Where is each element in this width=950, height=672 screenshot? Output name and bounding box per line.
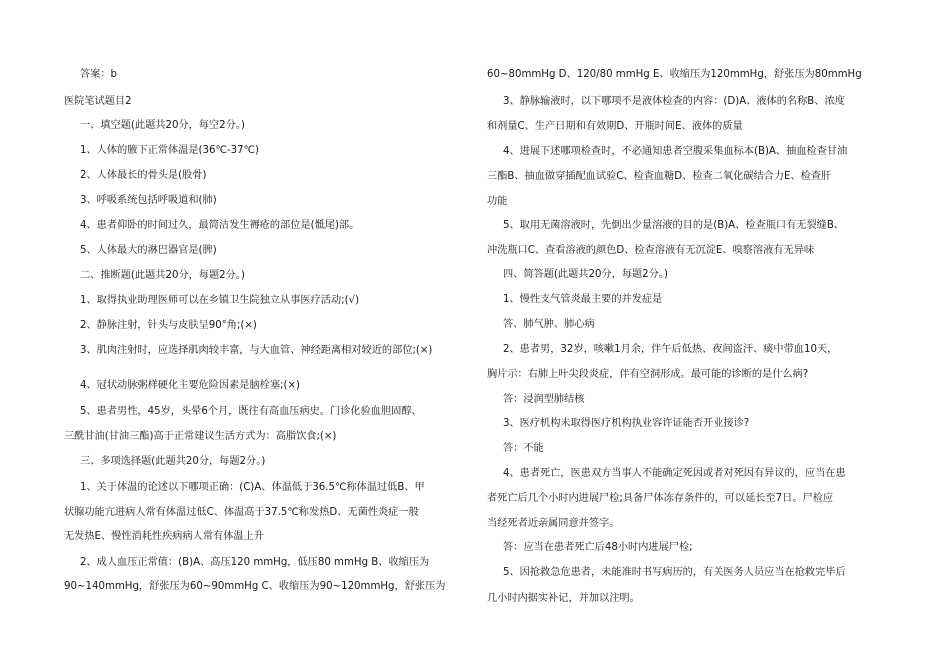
text-line: 答：不能 (503, 443, 544, 454)
text-line: 3、呼吸系统包括呼吸道和(肺) (80, 195, 217, 206)
text-line: 二、推断题(此题共20分，每题2分。) (80, 270, 245, 281)
text-line: 4、冠状动脉粥样硬化主要危险因素是脑栓塞;(×) (80, 380, 300, 391)
text-line: 1、关于体温的论述以下哪项正确：(C)A、体温低于36.5℃称体温过低B、甲 (80, 482, 425, 493)
text-line: 2、静脉注射，针头与皮肤呈90°角;(×) (80, 320, 257, 331)
text-line: 4、患者死亡，医患双方当事人不能确定死因或者对死因有异议的，应当在患 (503, 468, 846, 479)
text-line: 答：应当在患者死亡后48小时内进展尸检; (503, 542, 693, 553)
text-line: 1、慢性支气管炎最主要的并发症是 (503, 294, 663, 305)
text-line: 5、因抢救急危患者，未能准时书写病历的，有关医务人员应当在抢救完毕后 (503, 567, 846, 578)
text-line: 无发热E、慢性消耗性疾病病人常有体温上升 (64, 531, 264, 542)
text-line: 2、人体最长的骨头是(股骨) (80, 170, 207, 181)
text-line: 状腺功能亢进病人常有体温过低C、体温高于37.5℃称发热D、无菌性炎症一般 (64, 507, 419, 518)
text-line: 3、医疗机构未取得医疗机构执业容许证能否开业接诊? (503, 418, 750, 429)
text-line: 医院笔试题目2 (64, 96, 132, 107)
text-line: 三酯B、抽血做穿插配血试验C、检查血糖D、检查二氧化碳结合力E、检查肝 (487, 171, 832, 182)
text-line: 者死亡后几个小时内进展尸检;具备尸体冻存条件的，可以延长至7日。尸检应 (487, 493, 834, 504)
text-line: 一、填空题(此题共20分，每空2分。) (80, 120, 245, 131)
text-line: 三酰甘油(甘油三酯)高于正常建议生活方式为：高脂饮食;(×) (64, 431, 337, 442)
text-line: 胸片示：右肺上叶尖段炎症，伴有空洞形成。最可能的诊断的是什么病? (487, 369, 809, 380)
text-line: 5、人体最大的淋巴器官是(脾) (80, 245, 217, 256)
text-line: 冲洗瓶口C、查看溶液的颜色D、检查溶液有无沉淀E、嗅察溶液有无异味 (487, 245, 815, 256)
text-line: 1、取得执业助理医师可以在乡镇卫生院独立从事医疗活动;(√) (80, 295, 360, 306)
text-line: 和剂量C、生产日期和有效期D、开瓶时间E、液体的质量 (487, 121, 743, 132)
text-line: 当经死者近亲属同意并签字。 (487, 518, 620, 529)
text-line: 4、患者仰卧的时间过久，最简洁发生褥疮的部位是(骶尾)部。 (80, 220, 360, 231)
text-line: 功能 (487, 196, 508, 207)
text-line: 四、简答题(此题共20分，每题2分。) (503, 269, 668, 280)
text-line: 答：浸润型肺结核 (503, 394, 585, 405)
text-line: 答案：b (80, 69, 118, 80)
text-line: 5、患者男性，45岁，头晕6个月，既往有高血压病史。门诊化验血胆固醇、 (80, 406, 422, 417)
text-line: 5、取用无菌溶液时，先倒出少量溶液的目的是(B)A、检查瓶口有无裂缝B、 (503, 220, 844, 231)
text-line: 90~140mmHg，舒张压为60~90mmHg C、收缩压为90~120mmHg，舒张压为 (64, 581, 446, 592)
text-line: 3、静脉输液时，以下哪项不是液体检查的内容：(D)A、液体的名称B、浓度 (503, 96, 845, 107)
text-line: 60~80mmHg D、120/80 mmHg E、收缩压为120mmHg，舒张压为80mmHg (487, 69, 862, 80)
text-line: 2、成人血压正常值：(B)A、高压120 mmHg，低压80 mmHg B、收缩压为 (80, 557, 430, 568)
text-line: 3、肌肉注射时，应选择肌肉较丰富，与大血管、神经距离相对较近的部位;(×) (80, 345, 433, 356)
text-line: 三、多项选择题(此题共20分，每题2分。) (80, 456, 266, 467)
text-line: 1、人体的腋下正常体温是(36℃-37℃) (80, 145, 259, 156)
text-line: 2、患者男，32岁，咳嗽1月余，伴午后低热、夜间盗汗、痰中带血10天， (503, 344, 838, 355)
text-line: 答、肺气肿、肺心病 (503, 319, 595, 330)
text-line: 几小时内据实补记，并加以注明。 (487, 593, 640, 604)
text-line: 4、进展下述哪项检查时，不必通知患者空腹采集血标本(B)A、抽血检查甘油 (503, 146, 848, 157)
